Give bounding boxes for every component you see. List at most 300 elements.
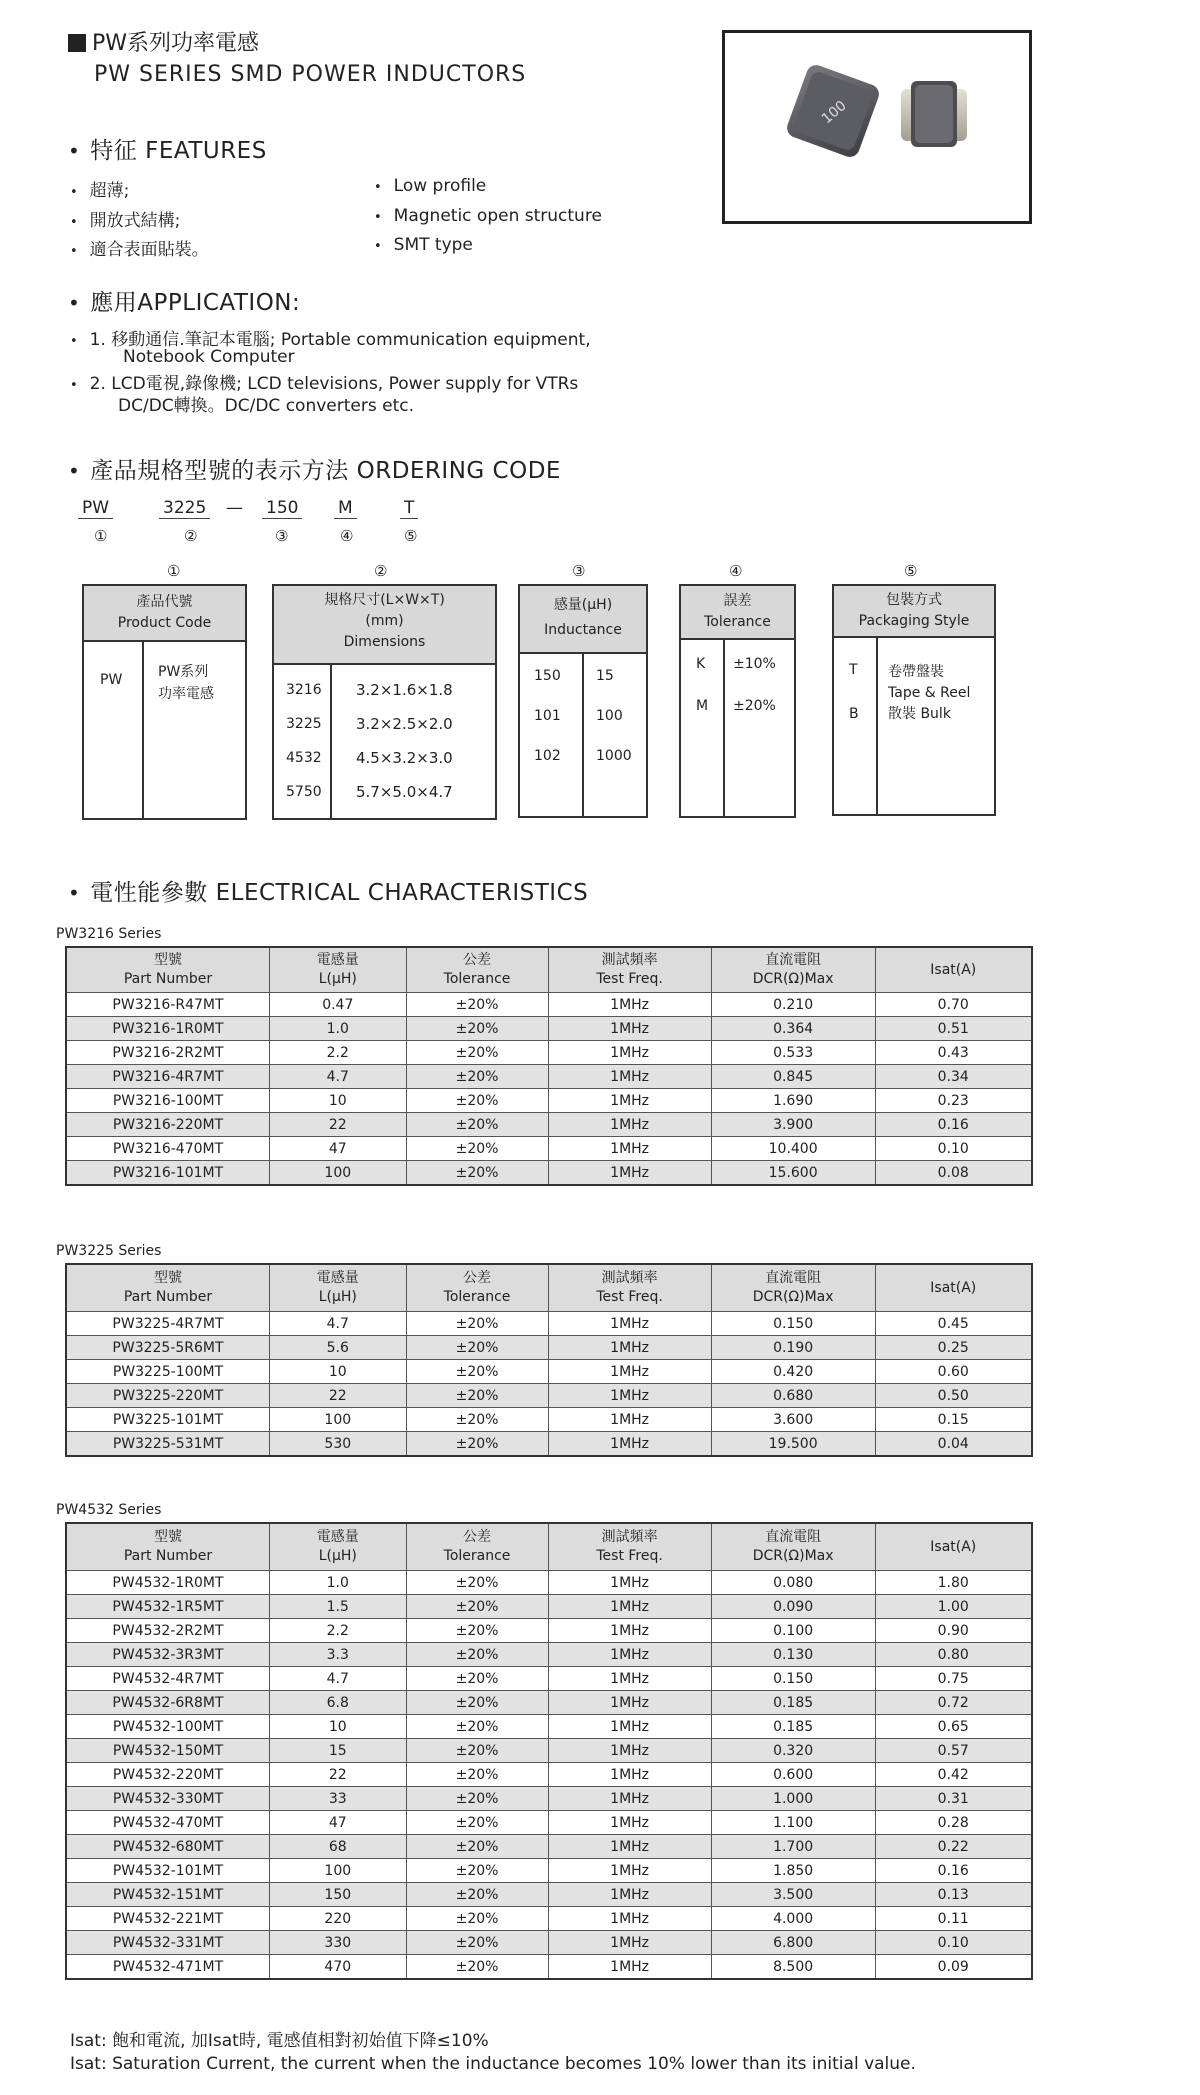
ordering-heading-text: 產品規格型號的表示方法 ORDERING CODE	[90, 458, 561, 484]
table-row	[66, 1691, 1032, 1715]
column-header-en: Test Freq.	[596, 1548, 663, 1564]
table-cell: PW4532-221MT	[66, 1907, 269, 1931]
header-en: Inductance	[544, 622, 622, 638]
table-cell: 0.845	[711, 1065, 875, 1089]
table-cell: ±20%	[406, 1041, 548, 1065]
table-cell: 1.000	[711, 1787, 875, 1811]
application-item-2: • 2. LCD電視,錄像機; LCD televisions, Power supply for VTRs	[70, 374, 579, 394]
table-row	[66, 1739, 1032, 1763]
table-header-row	[66, 1523, 1032, 1571]
table-cell: 1.690	[711, 1089, 875, 1113]
feature-cn-text: 適合表面貼裝。	[89, 240, 209, 260]
table-cell: 0.16	[875, 1113, 1032, 1137]
table-cell: ±20%	[406, 1408, 548, 1432]
box-numbers	[0, 562, 1200, 584]
table-cell: ±20%	[406, 1715, 548, 1739]
table-cell: 1.5	[269, 1595, 406, 1619]
table-cell: 0.090	[711, 1595, 875, 1619]
table-cell: ±20%	[406, 1432, 548, 1457]
table-cell: 3.500	[711, 1883, 875, 1907]
table-cell: 0.47	[269, 993, 406, 1017]
table-cell: 0.75	[875, 1667, 1032, 1691]
table-cell: 33	[269, 1787, 406, 1811]
table-cell: 1MHz	[548, 1763, 711, 1787]
table-cell: 0.10	[875, 1137, 1032, 1161]
table-cell: 1.850	[711, 1859, 875, 1883]
table-cell: 1MHz	[548, 1041, 711, 1065]
column-header-cn: 測試頻率	[601, 952, 658, 968]
table-cell: ±20%	[406, 1312, 548, 1336]
dimension-code: 3225	[286, 716, 322, 732]
table-cell: ±20%	[406, 1113, 548, 1137]
table-row	[66, 1955, 1032, 1980]
electrical-heading-text: 電性能參數 ELECTRICAL CHARACTERISTICS	[90, 880, 589, 906]
column-header-en: Test Freq.	[596, 1289, 663, 1305]
feature-cn-text: 超薄;	[89, 181, 130, 201]
title-cn-text: PW系列功率電感	[92, 31, 260, 56]
table-cell: ±20%	[406, 1384, 548, 1408]
column-header-cn: 型號	[153, 1529, 182, 1545]
table-cell: PW4532-330MT	[66, 1787, 269, 1811]
table-cell: 0.50	[875, 1384, 1032, 1408]
table-cell: 470	[269, 1955, 406, 1980]
inductor-photo-icon	[725, 33, 1029, 221]
table-cell: PW4532-151MT	[66, 1883, 269, 1907]
table-cell: 0.320	[711, 1739, 875, 1763]
inductance-code: 101	[534, 708, 561, 724]
note-cn: Isat: 飽和電流, 加Isat時, 電感值相對初始值下降≤10%	[70, 2031, 489, 2051]
table-cell: ±20%	[406, 1571, 548, 1595]
table-row	[66, 1859, 1032, 1883]
table-cell: 220	[269, 1907, 406, 1931]
table-cell: 10.400	[711, 1137, 875, 1161]
table-cell: 1MHz	[548, 1619, 711, 1643]
table-row	[66, 1161, 1032, 1186]
column-header	[406, 947, 548, 993]
table-cell: 1MHz	[548, 1667, 711, 1691]
table-row	[66, 1763, 1032, 1787]
table-row	[66, 1931, 1032, 1955]
table-cell: 1.0	[269, 1571, 406, 1595]
title-en: PW SERIES SMD POWER INDUCTORS	[94, 62, 527, 87]
inductance-box	[518, 584, 648, 818]
column-header-en: Isat(A)	[930, 1279, 977, 1296]
column-header-en: Tolerance	[443, 971, 511, 987]
column-header	[269, 1523, 406, 1571]
code-part: M	[334, 498, 357, 519]
table-cell: ±20%	[406, 1336, 548, 1360]
table-cell: 0.080	[711, 1571, 875, 1595]
product-code-box	[82, 584, 247, 820]
column-header-en: L(μH)	[318, 1548, 357, 1564]
column-header-en: Part Number	[123, 971, 213, 987]
inductance-value: 1000	[596, 748, 632, 764]
column-header	[406, 1264, 548, 1312]
table-cell: 1.100	[711, 1811, 875, 1835]
table-cell: ±20%	[406, 1360, 548, 1384]
table-cell: 0.100	[711, 1619, 875, 1643]
table-cell: PW3225-531MT	[66, 1432, 269, 1457]
column-header-en: Part Number	[123, 1548, 213, 1564]
table-cell: PW4532-331MT	[66, 1931, 269, 1955]
code-number: ②	[184, 527, 198, 545]
code-part: PW	[78, 498, 113, 519]
product-code-desc: 功率電感	[158, 686, 214, 702]
table-cell: 1MHz	[548, 1137, 711, 1161]
inductance-code: 150	[534, 668, 561, 684]
table-cell: 1MHz	[548, 1907, 711, 1931]
table-cell: 47	[269, 1811, 406, 1835]
table-cell: 22	[269, 1113, 406, 1137]
table-row	[66, 1312, 1032, 1336]
packaging-header	[834, 586, 994, 638]
table-row	[66, 1595, 1032, 1619]
table-cell: ±20%	[406, 1137, 548, 1161]
column-header-cn: 測試頻率	[601, 1529, 658, 1545]
table-row	[66, 1041, 1032, 1065]
feature-en-3: • SMT type	[374, 235, 473, 255]
table-cell: 0.90	[875, 1619, 1032, 1643]
table-cell: 1.00	[875, 1595, 1032, 1619]
table-row	[66, 1811, 1032, 1835]
column-header-en: DCR(Ω)Max	[752, 971, 834, 987]
tolerance-value: ±10%	[733, 656, 776, 672]
application-heading: • 應用APPLICATION:	[68, 290, 301, 316]
header-cn: 包裝方式	[886, 592, 942, 608]
table-cell: 0.60	[875, 1360, 1032, 1384]
code-number: ①	[94, 527, 108, 545]
table-cell: ±20%	[406, 993, 548, 1017]
table-cell: 330	[269, 1931, 406, 1955]
table-cell: 4.7	[269, 1667, 406, 1691]
table-cell: 0.72	[875, 1691, 1032, 1715]
column-header	[875, 1523, 1032, 1571]
table-cell: 68	[269, 1835, 406, 1859]
table-cell: 1MHz	[548, 1739, 711, 1763]
column-header	[548, 1523, 711, 1571]
table-cell: PW3225-100MT	[66, 1360, 269, 1384]
table-cell: PW3225-5R6MT	[66, 1336, 269, 1360]
table-row	[66, 1017, 1032, 1041]
table-cell: 0.09	[875, 1955, 1032, 1980]
column-header-en: Part Number	[123, 1289, 213, 1305]
ordering-heading: • 產品規格型號的表示方法 ORDERING CODE	[68, 458, 561, 484]
table-cell: ±20%	[406, 1835, 548, 1859]
table-cell: 150	[269, 1883, 406, 1907]
table-cell: PW3216-220MT	[66, 1113, 269, 1137]
feature-en-text: SMT type	[393, 235, 473, 255]
header-en: Product Code	[117, 615, 212, 631]
table-cell: 0.420	[711, 1360, 875, 1384]
table-row	[66, 1432, 1032, 1457]
packaging-code: T	[849, 662, 858, 678]
table-cell: ±20%	[406, 1595, 548, 1619]
table-cell: PW3216-101MT	[66, 1161, 269, 1186]
column-header	[711, 1264, 875, 1312]
note-en: Isat: Saturation Current, the current when the inductance becomes 10% lower than its initial value.	[70, 2054, 916, 2074]
table-cell: PW3216-1R0MT	[66, 1017, 269, 1041]
table-row	[66, 1667, 1032, 1691]
table-row	[66, 1907, 1032, 1931]
table-cell: ±20%	[406, 1161, 548, 1186]
table-cell: 1MHz	[548, 1595, 711, 1619]
application-heading-text: 應用APPLICATION:	[90, 290, 301, 316]
column-header-en: L(μH)	[318, 1289, 357, 1305]
table-cell: ±20%	[406, 1907, 548, 1931]
feature-en-text: Magnetic open structure	[393, 206, 602, 226]
dimensions-header	[274, 586, 495, 665]
table-cell: 0.11	[875, 1907, 1032, 1931]
application-item-1: • 1. 移動通信.筆記本電腦; Portable communication equipment,	[70, 330, 591, 350]
feature-cn-3: • 適合表面貼裝。	[70, 240, 209, 260]
table-cell: 1MHz	[548, 1065, 711, 1089]
table-cell: PW3225-4R7MT	[66, 1312, 269, 1336]
table-cell: 4.7	[269, 1312, 406, 1336]
table-cell: PW4532-220MT	[66, 1763, 269, 1787]
table-cell: 0.70	[875, 993, 1032, 1017]
feature-en-1: • Low profile	[374, 176, 487, 196]
table-cell: 100	[269, 1408, 406, 1432]
table-cell: 1MHz	[548, 1432, 711, 1457]
table-cell: PW4532-1R5MT	[66, 1595, 269, 1619]
table-cell: 5.6	[269, 1336, 406, 1360]
table-cell: 1.80	[875, 1571, 1032, 1595]
header-cn: 感量(μH)	[553, 597, 613, 613]
column-header	[66, 947, 269, 993]
code-part: 150	[262, 498, 302, 519]
column-header-cn: 電感量	[316, 952, 359, 968]
table-cell: 1MHz	[548, 1883, 711, 1907]
table-row	[66, 1619, 1032, 1643]
table-cell: ±20%	[406, 1643, 548, 1667]
column-header	[269, 947, 406, 993]
table-pw3216	[65, 946, 1033, 1186]
table-cell: 0.10	[875, 1931, 1032, 1955]
table-cell: ±20%	[406, 1955, 548, 1980]
table-cell: 1MHz	[548, 1859, 711, 1883]
table-row	[66, 993, 1032, 1017]
feature-cn-text: 開放式結構;	[89, 211, 181, 231]
column-header-en: Tolerance	[443, 1548, 511, 1564]
table-cell: 0.28	[875, 1811, 1032, 1835]
tolerance-value: ±20%	[733, 698, 776, 714]
table-cell: 1MHz	[548, 1715, 711, 1739]
table-cell: 15	[269, 1739, 406, 1763]
table-header-row	[66, 947, 1032, 993]
table-cell: PW3216-2R2MT	[66, 1041, 269, 1065]
column-header-cn: 測試頻率	[601, 1270, 658, 1286]
electrical-heading: • 電性能參數 ELECTRICAL CHARACTERISTICS	[68, 880, 589, 906]
box-number: ②	[374, 562, 388, 580]
dimension-value: 4.5×3.2×3.0	[356, 749, 453, 767]
column-header	[711, 1523, 875, 1571]
dimension-value: 5.7×5.0×4.7	[356, 783, 453, 801]
column-header-en: L(μH)	[318, 971, 357, 987]
box-number: ①	[167, 562, 181, 580]
product-photo	[722, 30, 1032, 224]
dimension-code: 4532	[286, 750, 322, 766]
table-cell: 0.45	[875, 1312, 1032, 1336]
table-cell: PW3216-4R7MT	[66, 1065, 269, 1089]
table-row	[66, 1137, 1032, 1161]
table-cell: 1MHz	[548, 1931, 711, 1955]
table-cell: 0.533	[711, 1041, 875, 1065]
table-cell: PW4532-4R7MT	[66, 1667, 269, 1691]
table-cell: PW4532-2R2MT	[66, 1619, 269, 1643]
table-cell: 3.3	[269, 1643, 406, 1667]
column-header	[66, 1264, 269, 1312]
table-row	[66, 1384, 1032, 1408]
inductance-header	[520, 586, 646, 654]
column-header	[66, 1523, 269, 1571]
table-cell: PW4532-1R0MT	[66, 1571, 269, 1595]
column-header-en: Isat(A)	[930, 1538, 977, 1555]
feature-cn-2: • 開放式結構;	[70, 211, 181, 231]
table-cell: 22	[269, 1763, 406, 1787]
table-row	[66, 1408, 1032, 1432]
tolerance-header	[681, 586, 794, 640]
square-bullet-icon	[68, 34, 86, 52]
table-cell: 1MHz	[548, 1360, 711, 1384]
table-cell: 0.42	[875, 1763, 1032, 1787]
table-cell: 4.000	[711, 1907, 875, 1931]
table-cell: 1MHz	[548, 1113, 711, 1137]
table-cell: 0.13	[875, 1883, 1032, 1907]
ordering-code-example	[0, 498, 1200, 524]
column-header-cn: 電感量	[316, 1529, 359, 1545]
inductance-value: 15	[596, 668, 614, 684]
table-cell: 0.16	[875, 1859, 1032, 1883]
table-cell: 2.2	[269, 1041, 406, 1065]
table-cell: ±20%	[406, 1811, 548, 1835]
table-cell: 10	[269, 1715, 406, 1739]
table-cell: 1MHz	[548, 1312, 711, 1336]
table-cell: 0.185	[711, 1691, 875, 1715]
series-label-pw3216: PW3216 Series	[56, 926, 162, 942]
series-label-pw3225: PW3225 Series	[56, 1243, 162, 1259]
table-cell: 0.680	[711, 1384, 875, 1408]
table-cell: PW4532-470MT	[66, 1811, 269, 1835]
header-en: Packaging Style	[858, 613, 970, 629]
table-cell: 3.900	[711, 1113, 875, 1137]
table-cell: ±20%	[406, 1089, 548, 1113]
column-header-cn: 型號	[153, 1270, 182, 1286]
box-number: ⑤	[904, 562, 918, 580]
table-cell: 1MHz	[548, 993, 711, 1017]
table-cell: 10	[269, 1360, 406, 1384]
table-pw3225	[65, 1263, 1033, 1457]
table-cell: ±20%	[406, 1787, 548, 1811]
column-header-en: Test Freq.	[596, 971, 663, 987]
table-cell: 0.51	[875, 1017, 1032, 1041]
box-number: ④	[729, 562, 743, 580]
table-cell: 0.34	[875, 1065, 1032, 1089]
packaging-box	[832, 584, 996, 816]
table-row	[66, 1089, 1032, 1113]
table-cell: 3.600	[711, 1408, 875, 1432]
table-cell: 0.600	[711, 1763, 875, 1787]
photo-marking: 100	[818, 97, 850, 128]
column-header-cn: 公差	[463, 1270, 492, 1286]
table-cell: PW4532-471MT	[66, 1955, 269, 1980]
column-header-en: Isat(A)	[930, 961, 977, 978]
table-cell: PW4532-101MT	[66, 1859, 269, 1883]
table-cell: 6.8	[269, 1691, 406, 1715]
header-en: Tolerance	[704, 614, 771, 630]
product-code-header	[84, 586, 245, 642]
table-cell: 1MHz	[548, 1017, 711, 1041]
column-header	[548, 1264, 711, 1312]
dimension-code: 3216	[286, 682, 322, 698]
table-cell: PW4532-6R8MT	[66, 1691, 269, 1715]
table-cell: PW3225-220MT	[66, 1384, 269, 1408]
table-cell: PW4532-150MT	[66, 1739, 269, 1763]
table-cell: 0.43	[875, 1041, 1032, 1065]
application-item-1-line2: Notebook Computer	[123, 347, 295, 367]
table-row	[66, 1571, 1032, 1595]
column-header-cn: 直流電阻	[765, 1529, 822, 1545]
table-row	[66, 1787, 1032, 1811]
table-cell: 0.65	[875, 1715, 1032, 1739]
tolerance-code: M	[696, 698, 709, 714]
table-cell: 0.04	[875, 1432, 1032, 1457]
table-cell: 100	[269, 1161, 406, 1186]
dimension-value: 3.2×2.5×2.0	[356, 715, 453, 733]
features-heading-text: 特征 FEATURES	[90, 138, 267, 164]
table-row	[66, 1715, 1032, 1739]
table-cell: 0.150	[711, 1312, 875, 1336]
column-header-cn: 公差	[463, 952, 492, 968]
column-header-cn: 電感量	[316, 1270, 359, 1286]
table-cell: 1MHz	[548, 1571, 711, 1595]
table-cell: PW3216-100MT	[66, 1089, 269, 1113]
table-cell: 0.08	[875, 1161, 1032, 1186]
code-number: ③	[275, 527, 289, 545]
ordering-code-numbers	[0, 527, 1200, 549]
table-cell: 1MHz	[548, 1161, 711, 1186]
table-header-row	[66, 1264, 1032, 1312]
table-cell: 100	[269, 1859, 406, 1883]
header-cn: 規格尺寸(L×W×T)	[324, 592, 445, 608]
packaging-desc: 散裝 Bulk	[888, 706, 951, 722]
column-header	[875, 947, 1032, 993]
table-cell: PW4532-680MT	[66, 1835, 269, 1859]
column-header-cn: 公差	[463, 1529, 492, 1545]
table-cell: 19.500	[711, 1432, 875, 1457]
dimension-code: 5750	[286, 784, 322, 800]
column-header-cn: 直流電阻	[765, 1270, 822, 1286]
table-cell: 1MHz	[548, 1811, 711, 1835]
table-cell: 0.364	[711, 1017, 875, 1041]
tolerance-box	[679, 584, 796, 818]
header-en: Dimensions	[343, 634, 426, 650]
features-heading: • 特征 FEATURES	[68, 138, 267, 164]
table-cell: 1MHz	[548, 1643, 711, 1667]
table-cell: 0.130	[711, 1643, 875, 1667]
table-cell: ±20%	[406, 1017, 548, 1041]
code-number: ⑤	[404, 527, 418, 545]
code-part: T	[400, 498, 418, 519]
column-header	[548, 947, 711, 993]
application-line: 1. 移動通信.筆記本電腦; Portable communication equipment,	[89, 330, 591, 350]
product-code-desc: PW系列	[158, 664, 209, 680]
table-cell: 0.185	[711, 1715, 875, 1739]
table-cell: 4.7	[269, 1065, 406, 1089]
table-cell: 0.23	[875, 1089, 1032, 1113]
table-cell: PW4532-100MT	[66, 1715, 269, 1739]
table-row	[66, 1883, 1032, 1907]
column-header	[269, 1264, 406, 1312]
